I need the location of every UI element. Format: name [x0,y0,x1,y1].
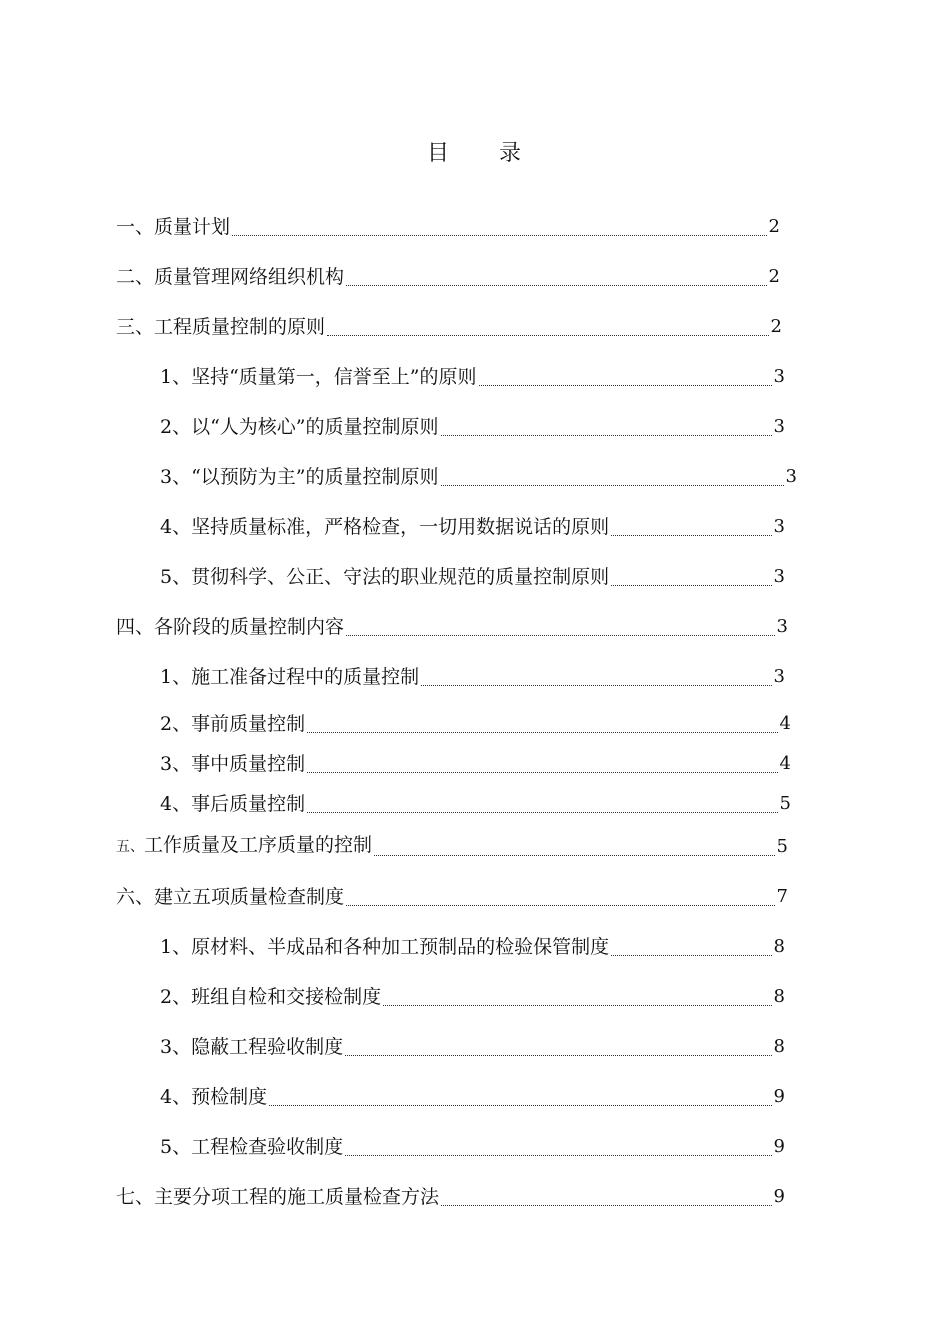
dot-leader [479,385,772,386]
dot-leader [346,635,775,636]
toc-entry[interactable] [116,308,782,338]
toc-entry-label: 4、事后质量控制 [160,793,306,815]
toc-entry[interactable] [160,705,791,735]
toc-entry-label: 六、建立五项质量检查制度 [116,886,345,908]
toc-entry-page: 2 [770,316,782,337]
toc-entry[interactable] [160,1128,785,1158]
toc-entry[interactable] [160,658,785,688]
toc-entry-page: 9 [773,1086,785,1107]
toc-entry[interactable] [160,745,791,775]
toc-entry-label [116,834,372,858]
toc-entry-label: 4、坚持质量标准，严格检查，一切用数据说话的原则 [160,516,610,538]
toc-entry-label: 四、各阶段的质量控制内容 [116,616,345,638]
dot-leader [307,772,777,773]
toc-entry-page: 3 [776,616,788,637]
toc-entry-page: 9 [773,1186,785,1207]
toc-entry[interactable] [116,878,788,908]
dot-leader [611,535,771,536]
dot-leader [441,435,772,436]
toc-entry-label-text: 工作质量及工序质量的控制 [144,834,373,856]
toc-entry[interactable] [116,208,780,238]
dot-leader [374,855,775,856]
toc-entry-label: 1、原材料、半成品和各种加工预制品的检验保管制度 [160,936,610,958]
toc-entry[interactable] [116,828,788,858]
dot-leader [421,685,771,686]
dot-leader [327,335,769,336]
toc-entry-label: 2、事前质量控制 [160,713,306,735]
toc-entry-page: 5 [779,793,791,814]
dot-leader [611,955,771,956]
toc-heading-left: 目 [426,141,451,166]
toc-entry[interactable] [160,785,791,815]
toc-entry-label: 3、隐蔽工程验收制度 [160,1036,344,1058]
dot-leader [383,1005,771,1006]
toc-entry-label: 1、坚持“质量第一，信誉至上”的原则 [160,366,477,388]
toc-entry-label: 2、以“人为核心”的质量控制原则 [160,416,439,438]
toc-entry-page: 9 [773,1136,785,1157]
dot-leader [307,732,777,733]
toc-entry-page: 3 [773,566,785,587]
toc-entry-page: 8 [773,936,785,957]
toc-entry-label: 5、贯彻科学、公正、守法的职业规范的质量控制原则 [160,566,610,588]
toc-entry[interactable] [160,358,785,388]
toc-entry-label: 5、工程检查验收制度 [160,1136,344,1158]
toc-entry[interactable] [160,408,785,438]
toc-entry[interactable] [160,558,785,588]
toc-entry-label: 4、预检制度 [160,1086,268,1108]
toc-entry[interactable] [160,1028,785,1058]
toc-entry-label: 七、主要分项工程的施工质量检查方法 [116,1186,440,1208]
toc-entry[interactable] [116,608,788,638]
toc-entry-label: 一、质量计划 [116,216,231,238]
toc-entry-page: 3 [773,366,785,387]
toc-entry-page: 4 [779,753,791,774]
toc-entry[interactable] [116,1178,785,1208]
toc-entry-label: 二、质量管理网络组织机构 [116,266,345,288]
dot-leader [441,1205,772,1206]
toc-entry[interactable] [160,1078,785,1108]
toc-entry-page: 4 [779,713,791,734]
toc-entry-page: 2 [768,266,780,287]
toc-heading-right: 录 [499,141,524,166]
toc-entry[interactable] [116,258,780,288]
dot-leader [307,812,777,813]
toc-entry-page: 8 [773,1036,785,1057]
toc-entry-page: 8 [773,986,785,1007]
toc-entry-label: 三、工程质量控制的原则 [116,316,326,338]
toc-entry-page: 2 [768,216,780,237]
dot-leader [346,285,767,286]
toc-entry-label-prefix: 五、 [116,839,144,855]
dot-leader [269,1105,771,1106]
toc-entry-page: 7 [776,886,788,907]
dot-leader [345,1055,771,1056]
toc-entry-page: 5 [776,836,788,857]
toc-entry-page: 3 [785,466,797,487]
toc-entry-label: 3、事中质量控制 [160,753,306,775]
dot-leader [611,585,771,586]
dot-leader [232,235,767,236]
toc-entry-label: 1、施工准备过程中的质量控制 [160,666,420,688]
dot-leader [346,905,775,906]
dot-leader [441,485,784,486]
toc-entry-label: 2、班组自检和交接检制度 [160,986,382,1008]
toc-entry-page: 3 [773,516,785,537]
toc-entry[interactable] [160,458,797,488]
toc-entry-page: 3 [773,666,785,687]
toc-entry[interactable] [160,508,785,538]
dot-leader [345,1155,771,1156]
toc-entry[interactable] [160,978,785,1008]
toc-heading [0,136,950,167]
toc-entry-label: 3、“以预防为主”的质量控制原则 [160,466,439,488]
toc-entry[interactable] [160,928,785,958]
toc-entry-page: 3 [773,416,785,437]
